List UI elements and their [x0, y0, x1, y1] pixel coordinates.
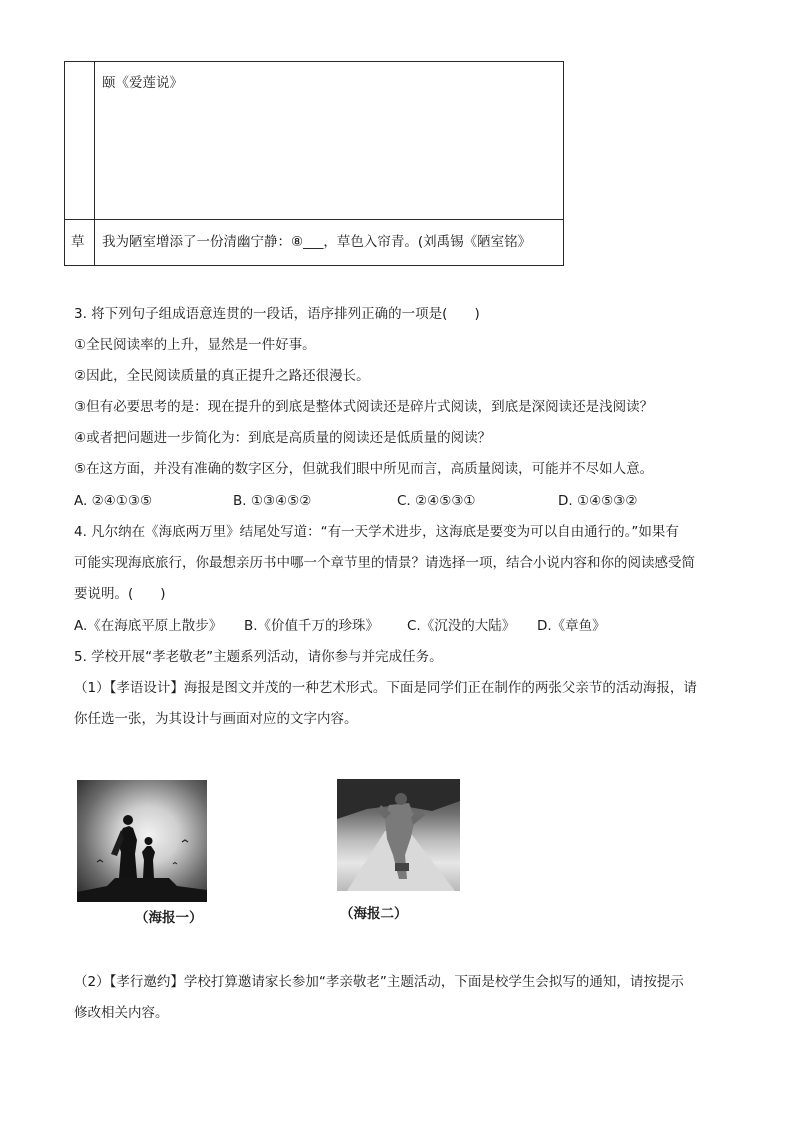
q5-stem: 5. 学校开展“孝老敬老”主题系列活动，请你参与并完成任务。 [74, 649, 443, 665]
q5-part2-line-1: （2）【孝行邀约】学校打算邀请家长参加“孝亲敬老”主题活动，下面是校学生会拟写的通知，请按提示 [74, 974, 684, 990]
poster-one-image [77, 780, 207, 902]
q3-sentence-1: ①全民阅读率的上升，显然是一件好事。 [74, 337, 316, 353]
q3-sentence-3: ③但有必要思考的是：现在提升的到底是整体式阅读还是碎片式阅读，到底是深阅读还是浅阅读？ [74, 399, 654, 415]
table-row2-text: 我为陋室增添了一份清幽宁静：⑧___，草色入帘青。(刘禹锡《陋室铭》 [102, 234, 532, 250]
q4-option-a: A.《在海底平原上散步》 [74, 618, 223, 634]
q3-option-a: A. ②④①③⑤ [74, 493, 153, 509]
q3-option-d: D. ①④⑤③② [558, 493, 638, 509]
q4-line-2: 可能实现海底旅行，你最想亲历书中哪一个章节里的情景？请选择一项，结合小说内容和你的阅读感受简 [74, 555, 695, 571]
q5-part1-line-1: （1）【孝语设计】海报是图文并茂的一种艺术形式。下面是同学们正在制作的两张父亲节的活动海报，请 [74, 680, 697, 696]
poster-one-silhouette [77, 780, 207, 902]
q3-sentence-4: ④或者把问题进一步简化为：到底是高质量的阅读还是低质量的阅读？ [74, 430, 492, 446]
table-row-divider [65, 219, 563, 220]
table-row2-label: 草 [71, 234, 85, 250]
q3-option-c: C. ②④⑤③① [397, 493, 476, 509]
poster-two-scene [337, 779, 460, 891]
table-column-divider [94, 62, 95, 265]
poster-two-image [337, 779, 460, 891]
poster-two-caption: （海报二） [340, 906, 408, 922]
q3-stem: 3. 将下列句子组成语意连贯的一段话，语序排列正确的一项是( ) [74, 306, 480, 322]
q4-option-b: B.《价值千万的珍珠》 [244, 618, 380, 634]
q5-part2-line-2: 修改相关内容。 [74, 1005, 169, 1021]
q3-sentence-5: ⑤在这方面，并没有准确的数字区分，但就我们眼中所见而言，高质量阅读，可能并不尽如人意。 [74, 461, 654, 477]
table-row1-text: 颐《爱莲说》 [102, 75, 183, 91]
answer-table [64, 61, 564, 266]
q4-line-3: 要说明。( ) [74, 586, 166, 602]
q5-part1-line-2: 你任选一张，为其设计与画面对应的文字内容。 [74, 711, 358, 727]
q4-option-d: D.《章鱼》 [537, 618, 606, 634]
q4-option-c: C.《沉没的大陆》 [407, 618, 516, 634]
q3-sentence-2: ②因此，全民阅读质量的真正提升之路还很漫长。 [74, 368, 370, 384]
poster-one-caption: （海报一） [135, 910, 203, 926]
q4-line-1: 4. 凡尔纳在《海底两万里》结尾处写道：“有一天学术进步，这海底是要变为可以自由通行的。”如果有 [74, 524, 679, 540]
q3-option-b: B. ①③④⑤② [233, 493, 312, 509]
